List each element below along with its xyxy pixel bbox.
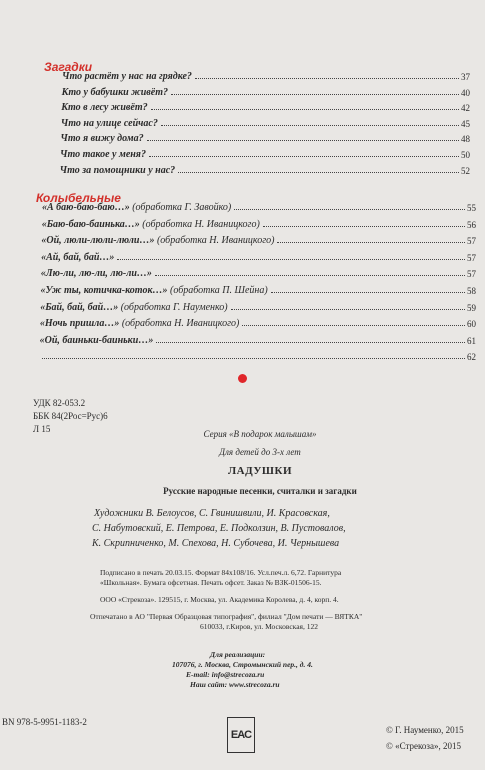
page-number: 55 [467,203,476,213]
dot-leader [263,226,465,227]
toc-entry-title [40,302,227,313]
toc-row [40,299,476,313]
entry-name: «Уж ты, котичка-коток…» [40,285,168,296]
toc-row [60,162,470,176]
printing-house-2: 610033, г.Киров, ул. Московская, 122 [200,622,318,631]
toc-row [41,249,476,263]
dot-leader [149,156,459,157]
toc-entry-title [60,165,176,176]
credits-line-3: К. Скрипниченко, М. Спехова, Н. Субочева, И. Чернышева [92,538,340,549]
dot-leader [155,275,465,276]
toc-row [60,130,470,144]
sales-address: 107076, г. Москва, Стромынский пер., д. 4. [172,660,313,669]
toc-row [41,282,477,296]
entry-adaptation: (обработка Н. Иваницкого) [119,318,240,330]
page-number: 37 [461,72,470,82]
toc-row [42,199,476,213]
toc-row [39,348,476,362]
copyright-naumenko: © Г. Науменко, 2015 [386,725,464,735]
page-number: 45 [460,118,470,129]
page-number: 57 [466,236,476,247]
toc-row [60,146,470,160]
toc-entry-title [61,102,147,113]
entry-name: Что за помощники у нас? [59,164,176,176]
page-number: 40 [460,87,470,98]
dot-leader [178,172,459,173]
toc-row [61,115,470,129]
toc-row [42,216,476,230]
publisher-address: ООО «Стрекоза». 129515, г. Москва, ул. Академика Королева, д. 4, корп. 4. [100,595,339,604]
entry-adaptation: (обработка Г. Науменко) [118,301,228,313]
dot-leader [242,325,465,326]
sales-website: Наш сайт: www.strecoza.ru [190,680,280,689]
toc-entry-title [41,235,274,246]
dot-leader [42,358,465,359]
toc-entry-title [62,71,192,82]
isbn: BN 978-5-9951-1183-2 [2,717,87,727]
page-number: 61 [466,335,476,346]
book-subtitle: Русские народные песенки, считалки и загадки [163,486,357,496]
page-number: 62 [466,352,476,363]
book-title: ЛАДУШКИ [227,465,293,477]
toc-row [61,99,470,113]
credits-line-1: Художники В. Белоусов, С. Гвинишвили, И. Красовская, [94,508,330,519]
dot-leader [156,342,465,343]
entry-adaptation: (обработка Г. Завойко) [129,202,232,213]
page-number: 42 [460,103,470,114]
entry-name: Что растёт у нас на грядке? [62,71,192,82]
entry-adaptation: (обработка Н. Иваницкого) [154,235,275,247]
credits-line-2: С. Набутовский, Е. Петрова, Е. Подколзин, В. Пустовалов, [92,523,346,534]
toc-entry-title [62,87,168,98]
toc-entry-title [41,252,114,263]
entry-adaptation: (обработка П. Шейна) [167,285,268,296]
page-number: 50 [461,150,470,160]
toc-entry-title [41,268,152,279]
entry-name: Что я вижу дома? [60,133,144,145]
dot-leader [195,78,459,79]
section-title-lullabies: Колыбельные [36,191,121,205]
toc-row [62,68,470,82]
toc-row [40,332,476,346]
dot-leader [277,242,465,243]
page-number: 57 [466,269,476,280]
entry-name: Кто в лесу живёт? [61,102,148,114]
entry-name: «Ай, бай, бай…» [41,251,115,263]
toc-entry-title [42,202,231,213]
print-info-1: Подписано в печать 20.03.15. Формат 84x108/16. Усл.печ.л. 6,72. Гарнитура [100,568,342,577]
dot-leader [161,125,459,126]
toc-entry-title [40,318,239,329]
dot-leader [147,140,459,141]
red-dot-ornament [238,374,247,383]
toc-row [40,315,476,329]
section-title-riddles: Загадки [44,60,93,74]
printing-house-1: Отпечатано в АО "Первая Образцовая типография", филиал "Дом печати — ВЯТКА" [90,612,363,621]
dot-leader [234,209,465,210]
entry-name: Что на улице сейчас? [60,117,158,129]
entry-name: Что такое у меня? [60,149,146,160]
dot-leader [117,259,465,260]
entry-name: «Ой, люли-люли-люли…» [41,235,155,247]
sales-heading: Для реализации: [210,650,266,659]
toc-entry-title [60,133,143,144]
print-info-2: «Школьная». Бумага офсетная. Печать офсет. Заказ № ВЗК-01506-15. [100,578,322,587]
page-number: 57 [466,252,476,263]
page-number: 48 [460,134,470,145]
toc-row [41,232,476,246]
copyright-strekoza: © «Стрекоза», 2015 [386,741,461,751]
entry-name: «А баю-баю-баю…» [42,202,130,213]
page-number: 52 [460,165,470,176]
toc-row [62,84,470,98]
bbk-code: ББК 84(2Рос=Рус)6 [33,411,108,421]
page-number: 56 [466,219,476,230]
toc-entry-title [41,285,268,296]
entry-name: «Ой, баиньки-баиньки…» [39,334,154,346]
series-name: Серия «В подарок малышам» [203,429,317,439]
dot-leader [231,309,465,310]
entry-name: «Ночь пришла…» [39,318,120,330]
age-label: Для детей до 3-х лет [219,447,301,457]
entry-name: Кто у бабушки живёт? [61,86,168,98]
dot-leader [271,292,465,293]
sales-email: E-mail: info@strecoza.ru [186,670,265,679]
page-number: 60 [466,319,476,330]
page-number: 59 [466,302,476,313]
toc-entry-title [60,149,146,160]
page-number: 58 [467,286,476,296]
toc-row [41,265,476,279]
author-mark: Л 15 [33,424,51,434]
dot-leader [151,109,459,110]
udk-code: УДК 82-053.2 [33,398,86,408]
entry-name: «Баю-баю-баинька…» [41,218,140,230]
entry-name: «Бай, бай, бай…» [40,301,119,313]
entry-name: «Лю-ли, лю-ли, лю-ли…» [40,268,152,280]
dot-leader [171,94,459,95]
entry-adaptation: (обработка Н. Иваницкого) [139,218,260,230]
toc-entry-title [61,118,158,129]
toc-entry-title [42,219,260,230]
toc-entry-title [40,335,154,346]
eac-mark: EAC [227,717,255,753]
